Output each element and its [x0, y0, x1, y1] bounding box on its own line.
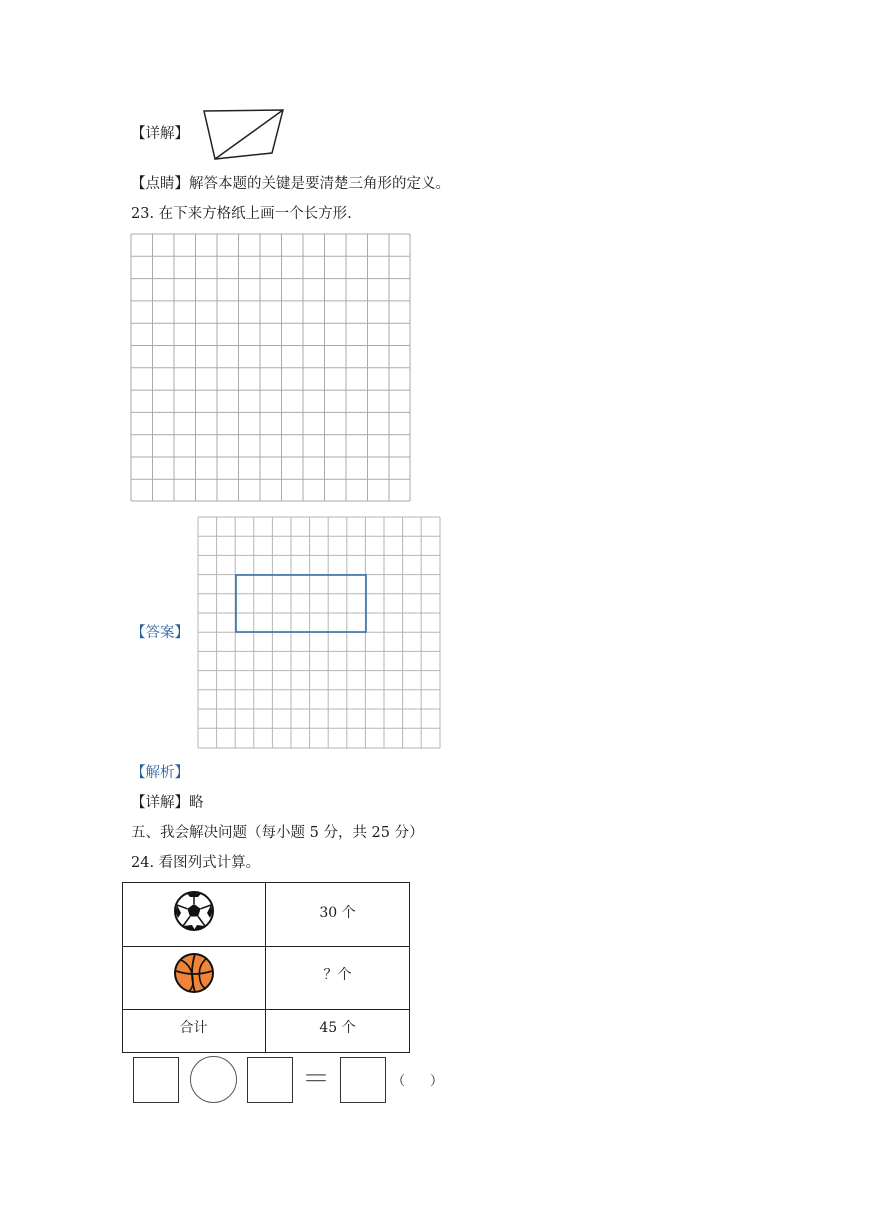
- hint-text: 解答本题的关键是要清楚三角形的定义。: [189, 176, 450, 192]
- question-24: [131, 853, 260, 873]
- basketball-count: ？个: [323, 967, 352, 983]
- equation-result-box[interactable]: [340, 1057, 386, 1103]
- equation-operator-circle[interactable]: [190, 1056, 237, 1103]
- unit-paren-open: （: [392, 1074, 406, 1089]
- answer-grid: [197, 516, 442, 750]
- question-23: [131, 204, 352, 224]
- detail2-line: [131, 793, 204, 813]
- question-text: 在下来方格纸上画一个长方形.: [158, 206, 352, 222]
- unit-paren-close: ）: [430, 1074, 444, 1089]
- unit-answer-blank[interactable]: [406, 1066, 428, 1088]
- total-count: 45 个: [319, 1020, 356, 1036]
- detail-label: 【详解】: [131, 126, 189, 142]
- hint-line: [131, 174, 450, 194]
- soccer-count: 30 个: [319, 905, 356, 921]
- answer-label: 【答案】: [131, 625, 189, 641]
- basketball-icon: [173, 952, 215, 994]
- empty-grid: [130, 233, 412, 503]
- equation-box-1[interactable]: [133, 1057, 179, 1103]
- question-number: 24.: [131, 855, 155, 871]
- q24-table: [122, 882, 410, 1053]
- equation-box-2[interactable]: [247, 1057, 293, 1103]
- soccer-ball-icon: [173, 890, 215, 932]
- trapezoid-figure: [200, 106, 290, 164]
- question-text: 看图列式计算。: [158, 855, 261, 871]
- equals-sign: ＝: [302, 1062, 331, 1095]
- section-5-title: 五、我会解决问题（每小题 5 分，共 25 分）: [131, 825, 424, 841]
- hint-label: 【点睛】: [131, 176, 189, 192]
- question-number: 23.: [131, 206, 155, 222]
- total-label: 合计: [179, 1020, 208, 1036]
- detail2-text: 略: [189, 795, 204, 811]
- analysis-label: 【解析】: [131, 765, 189, 781]
- detail2-label: 【详解】: [131, 795, 189, 811]
